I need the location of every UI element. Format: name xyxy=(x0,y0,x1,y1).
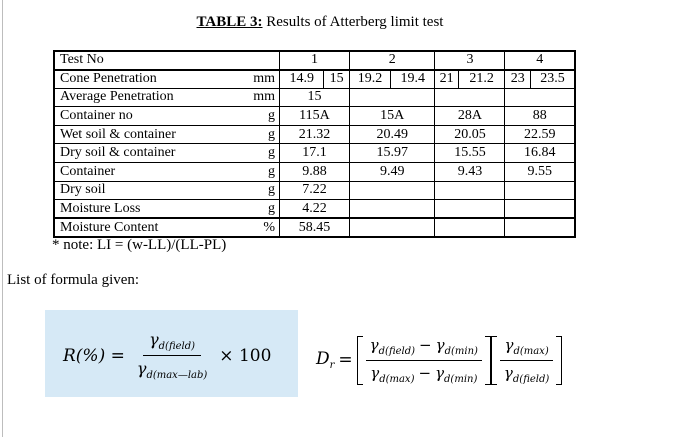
formula-r-fraction xyxy=(131,330,213,381)
table-row xyxy=(54,144,575,163)
row-label: Average Penetration xyxy=(54,88,235,107)
table-cell: 20.05 xyxy=(435,125,505,144)
table-cell: 15.97 xyxy=(349,144,435,163)
formula-d-equals: = xyxy=(338,350,353,370)
formula-r-denominator: $\gamma_{d(max—lab)}$ xyxy=(136,359,208,381)
table-cell: 28A xyxy=(435,107,505,126)
table-cell xyxy=(435,181,505,200)
table-cell xyxy=(349,200,435,219)
row-unit: g xyxy=(235,107,279,126)
table-cell xyxy=(505,88,575,107)
table-cell: 4.22 xyxy=(279,200,349,219)
table-cell xyxy=(435,200,505,219)
row-label: Container xyxy=(54,163,235,182)
table-cell: 2 xyxy=(349,51,435,70)
row-unit: g xyxy=(235,200,279,219)
table-caption-label: TABLE 3: xyxy=(196,14,263,30)
table-cell: 9.55 xyxy=(505,163,575,182)
table-cell: 21.32 xyxy=(279,125,349,144)
table-cell: 23.5 xyxy=(531,70,576,89)
table-cell: 115A xyxy=(279,107,349,126)
row-label: Dry soil & container xyxy=(54,144,235,163)
formula-r-lhs: R(%) = xyxy=(63,345,125,366)
row-unit: g xyxy=(235,163,279,182)
table-cell: 9.88 xyxy=(279,163,349,182)
table-cell: 21.2 xyxy=(458,70,505,89)
table-caption xyxy=(0,14,640,31)
table-cell: 15 xyxy=(279,88,349,107)
table-cell: 19.2 xyxy=(349,70,390,89)
table-cell xyxy=(349,181,435,200)
formula-list-heading: List of formula given: xyxy=(7,272,140,288)
formula-d-numerator-1: $\gamma_{d(field)} - \gamma_{d(min)}$ xyxy=(366,336,482,361)
table-cell xyxy=(435,218,505,237)
formula-d-denominator-1: $\gamma_{d(max)} - \gamma_{d(min)}$ xyxy=(370,363,478,385)
table-cell: 4 xyxy=(505,51,575,70)
relative-compaction-formula xyxy=(63,328,271,383)
table-row xyxy=(54,88,575,107)
row-unit: g xyxy=(235,144,279,163)
formula-d-numerator-2: $\gamma_{d(max)}$ xyxy=(500,336,552,361)
formula-d-bracket-1 xyxy=(357,336,491,385)
table-cell: 20.49 xyxy=(349,125,435,144)
table-cell: 9.43 xyxy=(435,163,505,182)
table-cell: 22.59 xyxy=(505,125,575,144)
formula-d-denominator-2: $\gamma_{d(field)}$ xyxy=(503,363,550,385)
row-label: Dry soil xyxy=(54,181,235,200)
table-cell: 88 xyxy=(505,107,575,126)
table-cell: 15.55 xyxy=(435,144,505,163)
row-unit: g xyxy=(235,125,279,144)
table-row xyxy=(54,200,575,219)
liquidity-index-note: * note: LI = (w-LL)/(LL-PL) xyxy=(52,237,227,253)
table-cell: 14.9 xyxy=(279,70,323,89)
table-row xyxy=(54,163,575,182)
row-unit xyxy=(235,51,279,70)
row-label: Moisture Loss xyxy=(54,200,235,219)
row-unit: mm xyxy=(235,88,279,107)
table-cell: 15 xyxy=(324,70,350,89)
row-label: Wet soil & container xyxy=(54,125,235,144)
page-edge-line xyxy=(2,0,3,437)
table-cell: 7.22 xyxy=(279,181,349,200)
table-cell: 17.1 xyxy=(279,144,349,163)
table-cell xyxy=(435,88,505,107)
table-row xyxy=(54,51,575,70)
formula-d-lhs: $D_r$ xyxy=(316,349,335,371)
table-cell: 19.4 xyxy=(391,70,435,89)
table-row xyxy=(54,181,575,200)
table-cell: 16.84 xyxy=(505,144,575,163)
row-label: Container no xyxy=(54,107,235,126)
table-cell: 1 xyxy=(279,51,349,70)
table-caption-text: Results of Atterberg limit test xyxy=(266,14,444,30)
table-cell: 58.45 xyxy=(279,218,349,237)
table-cell xyxy=(505,200,575,219)
relative-density-formula xyxy=(316,330,562,390)
formula-r-multiplier: × 100 xyxy=(219,345,272,366)
table-cell: 21 xyxy=(435,70,458,89)
row-label: Moisture Content xyxy=(54,218,235,237)
formula-d-bracket-2 xyxy=(491,336,562,385)
row-unit: g xyxy=(235,181,279,200)
row-unit: mm xyxy=(235,70,279,89)
table-cell xyxy=(505,218,575,237)
table-cell: 23 xyxy=(505,70,531,89)
table-row xyxy=(54,125,575,144)
table-cell: 9.49 xyxy=(349,163,435,182)
table-cell: 15A xyxy=(349,107,435,126)
row-label: Test No xyxy=(54,51,235,70)
table-cell xyxy=(505,181,575,200)
atterberg-results-table xyxy=(53,50,576,238)
formula-r-numerator: $\gamma_{d(field)}$ xyxy=(143,330,201,356)
table-cell: 3 xyxy=(435,51,505,70)
table-row xyxy=(54,218,575,237)
row-unit: % xyxy=(235,218,279,237)
table-cell xyxy=(349,218,435,237)
table-row xyxy=(54,70,575,89)
table-cell xyxy=(349,88,435,107)
row-label: Cone Penetration xyxy=(54,70,235,89)
table-row xyxy=(54,107,575,126)
